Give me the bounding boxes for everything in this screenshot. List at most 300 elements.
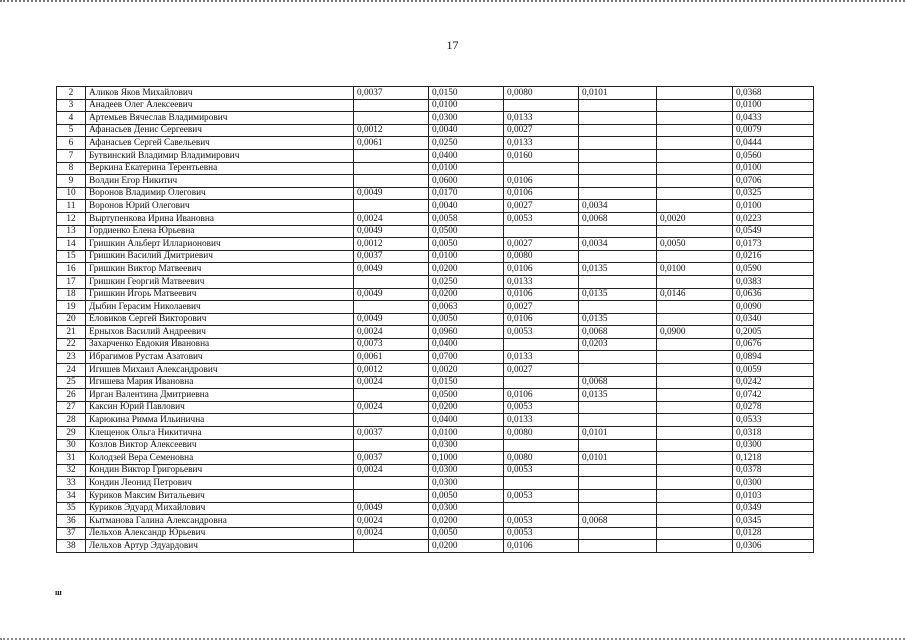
share-col-4-cell [579, 149, 657, 162]
row-number-cell: 31 [57, 452, 86, 465]
row-number-cell: 32 [57, 464, 86, 477]
share-col-5-cell [657, 364, 733, 377]
share-col-2-cell: 0,0058 [429, 212, 504, 225]
share-col-1-cell [354, 99, 429, 112]
share-col-3-cell [504, 162, 579, 175]
table-row [57, 225, 814, 238]
table-row [57, 401, 814, 414]
table-row [57, 527, 814, 540]
table-row [57, 351, 814, 364]
share-col-3-cell [504, 225, 579, 238]
scan-bottom-edge [0, 632, 905, 640]
table-row [57, 364, 814, 377]
share-col-1-cell: 0,0049 [354, 313, 429, 326]
share-col-5-cell [657, 427, 733, 440]
table-row [57, 137, 814, 150]
person-name-cell: Куриков Эдуард Михайлович [86, 502, 354, 515]
share-col-3-cell: 0,0106 [504, 389, 579, 402]
person-name-cell: Бутвинский Владимир Владимирович [86, 149, 354, 162]
row-number-cell: 11 [57, 200, 86, 213]
share-col-3-cell [504, 477, 579, 490]
share-col-4-cell: 0,0135 [579, 389, 657, 402]
share-col-4-cell [579, 439, 657, 452]
share-col-3-cell [504, 439, 579, 452]
person-name-cell: Дыбин Герасим Николаевич [86, 301, 354, 314]
share-col-4-cell [579, 540, 657, 553]
row-number-cell: 24 [57, 364, 86, 377]
share-col-5-cell [657, 376, 733, 389]
total-share-cell: 0,0216 [733, 250, 814, 263]
share-col-1-cell: 0,0049 [354, 225, 429, 238]
share-col-3-cell: 0,0053 [504, 401, 579, 414]
table-row [57, 540, 814, 553]
share-col-5-cell [657, 502, 733, 515]
row-number-cell: 18 [57, 288, 86, 301]
share-col-1-cell [354, 200, 429, 213]
share-col-1-cell: 0,0024 [354, 464, 429, 477]
row-number-cell: 22 [57, 338, 86, 351]
share-col-4-cell: 0,0101 [579, 452, 657, 465]
share-col-5-cell [657, 452, 733, 465]
share-col-1-cell [354, 540, 429, 553]
share-col-2-cell: 0,0500 [429, 389, 504, 402]
share-col-5-cell [657, 99, 733, 112]
table-row [57, 112, 814, 125]
row-number-cell: 37 [57, 527, 86, 540]
share-col-2-cell: 0,0960 [429, 326, 504, 339]
table-row [57, 263, 814, 276]
share-col-3-cell: 0,0053 [504, 515, 579, 528]
share-col-3-cell: 0,0106 [504, 263, 579, 276]
row-number-cell: 20 [57, 313, 86, 326]
share-col-4-cell [579, 490, 657, 503]
share-col-5-cell [657, 149, 733, 162]
person-name-cell: Волдин Егор Никитич [86, 175, 354, 188]
total-share-cell: 0,0742 [733, 389, 814, 402]
share-col-3-cell: 0,0053 [504, 212, 579, 225]
share-col-3-cell: 0,0133 [504, 137, 579, 150]
share-col-3-cell [504, 502, 579, 515]
table-row [57, 338, 814, 351]
share-col-1-cell: 0,0049 [354, 187, 429, 200]
share-col-4-cell [579, 464, 657, 477]
row-number-cell: 4 [57, 112, 86, 125]
person-name-cell: Аликов Яков Михайлович [86, 87, 354, 100]
share-col-4-cell: 0,0135 [579, 288, 657, 301]
person-name-cell: Лельхов Александр Юрьевич [86, 527, 354, 540]
share-col-2-cell: 0,0170 [429, 187, 504, 200]
total-share-cell: 0,0103 [733, 490, 814, 503]
share-col-4-cell [579, 225, 657, 238]
share-col-1-cell: 0,0037 [354, 87, 429, 100]
share-col-3-cell [504, 376, 579, 389]
table-row [57, 376, 814, 389]
person-name-cell: Артемьев Вячеслав Владимирович [86, 112, 354, 125]
share-col-3-cell [504, 99, 579, 112]
row-number-cell: 14 [57, 238, 86, 251]
share-col-3-cell: 0,0080 [504, 427, 579, 440]
person-name-cell: Кытманова Галина Александровна [86, 515, 354, 528]
row-number-cell: 12 [57, 212, 86, 225]
share-col-2-cell: 0,0500 [429, 225, 504, 238]
share-col-1-cell [354, 175, 429, 188]
person-name-cell: Игишева Мария Ивановна [86, 376, 354, 389]
shares-table [56, 86, 814, 553]
share-col-4-cell [579, 364, 657, 377]
share-col-4-cell [579, 162, 657, 175]
share-col-1-cell [354, 477, 429, 490]
share-col-1-cell: 0,0049 [354, 502, 429, 515]
share-col-5-cell [657, 477, 733, 490]
share-col-4-cell: 0,0101 [579, 427, 657, 440]
share-col-1-cell [354, 414, 429, 427]
share-col-3-cell: 0,0080 [504, 87, 579, 100]
share-col-5-cell [657, 540, 733, 553]
share-col-1-cell: 0,0024 [354, 527, 429, 540]
share-col-2-cell: 0,0200 [429, 540, 504, 553]
share-col-1-cell [354, 149, 429, 162]
share-col-2-cell: 0,0040 [429, 200, 504, 213]
table-row [57, 477, 814, 490]
share-col-1-cell: 0,0049 [354, 288, 429, 301]
row-number-cell: 16 [57, 263, 86, 276]
person-name-cell: Ерныхов Василий Андреевич [86, 326, 354, 339]
share-col-3-cell: 0,0133 [504, 275, 579, 288]
share-col-2-cell: 0,0300 [429, 464, 504, 477]
share-col-4-cell: 0,0203 [579, 338, 657, 351]
row-number-cell: 15 [57, 250, 86, 263]
share-col-5-cell [657, 401, 733, 414]
table-row [57, 187, 814, 200]
row-number-cell: 5 [57, 124, 86, 137]
share-col-1-cell: 0,0061 [354, 137, 429, 150]
share-col-2-cell: 0,0020 [429, 364, 504, 377]
table-body [57, 87, 814, 553]
share-col-5-cell [657, 414, 733, 427]
person-name-cell: Выртупенкова Ирина Ивановна [86, 212, 354, 225]
share-col-5-cell: 0,0050 [657, 238, 733, 251]
share-col-3-cell: 0,0027 [504, 200, 579, 213]
row-number-cell: 8 [57, 162, 86, 175]
person-name-cell: Лельхов Артур Эдуардович [86, 540, 354, 553]
share-col-2-cell: 0,0100 [429, 99, 504, 112]
share-col-5-cell [657, 515, 733, 528]
total-share-cell: 0,0549 [733, 225, 814, 238]
person-name-cell: Гришкин Игорь Матвеевич [86, 288, 354, 301]
total-share-cell: 0,0533 [733, 414, 814, 427]
share-col-5-cell [657, 187, 733, 200]
share-col-2-cell: 0,0050 [429, 490, 504, 503]
total-share-cell: 0,0300 [733, 439, 814, 452]
table-row [57, 212, 814, 225]
person-name-cell: Веркина Екатерина Терентьевна [86, 162, 354, 175]
share-col-4-cell [579, 301, 657, 314]
row-number-cell: 17 [57, 275, 86, 288]
person-name-cell: Карюкина Римма Ильинична [86, 414, 354, 427]
total-share-cell: 0,0894 [733, 351, 814, 364]
share-col-2-cell: 0,0200 [429, 401, 504, 414]
share-col-2-cell: 0,0300 [429, 439, 504, 452]
share-col-2-cell: 0,0300 [429, 502, 504, 515]
share-col-2-cell: 0,0100 [429, 427, 504, 440]
share-col-3-cell: 0,0106 [504, 540, 579, 553]
share-col-4-cell [579, 401, 657, 414]
share-col-5-cell [657, 112, 733, 125]
share-col-5-cell [657, 124, 733, 137]
share-col-3-cell: 0,0133 [504, 351, 579, 364]
row-number-cell: 13 [57, 225, 86, 238]
share-col-4-cell: 0,0034 [579, 238, 657, 251]
table-row [57, 175, 814, 188]
share-col-1-cell: 0,0024 [354, 515, 429, 528]
scan-top-edge [0, 0, 905, 8]
share-col-4-cell [579, 502, 657, 515]
share-col-1-cell [354, 112, 429, 125]
share-col-5-cell [657, 87, 733, 100]
table-row [57, 238, 814, 251]
table-row [57, 427, 814, 440]
person-name-cell: Ибрагимов Рустам Азатович [86, 351, 354, 364]
person-name-cell: Афанасьев Денис Сергеевич [86, 124, 354, 137]
total-share-cell: 0,0383 [733, 275, 814, 288]
share-col-2-cell: 0,0400 [429, 414, 504, 427]
share-col-2-cell: 0,0300 [429, 477, 504, 490]
total-share-cell: 0,0278 [733, 401, 814, 414]
share-col-5-cell [657, 351, 733, 364]
share-col-3-cell: 0,0053 [504, 464, 579, 477]
person-name-cell: Гришкин Василий Дмитриевич [86, 250, 354, 263]
row-number-cell: 10 [57, 187, 86, 200]
table-row [57, 502, 814, 515]
table-row [57, 87, 814, 100]
share-col-3-cell: 0,0027 [504, 301, 579, 314]
share-col-1-cell: 0,0012 [354, 238, 429, 251]
share-col-5-cell [657, 527, 733, 540]
share-col-2-cell: 0,0050 [429, 527, 504, 540]
footer-mark: ш [55, 588, 61, 597]
person-name-cell: Воронов Владимир Олегович [86, 187, 354, 200]
share-col-3-cell: 0,0027 [504, 124, 579, 137]
row-number-cell: 38 [57, 540, 86, 553]
row-number-cell: 9 [57, 175, 86, 188]
total-share-cell: 0,0325 [733, 187, 814, 200]
row-number-cell: 27 [57, 401, 86, 414]
share-col-4-cell [579, 250, 657, 263]
person-name-cell: Гришкин Виктор Матвеевич [86, 263, 354, 276]
total-share-cell: 0,2005 [733, 326, 814, 339]
share-col-5-cell [657, 439, 733, 452]
person-name-cell: Гордиенко Елена Юрьевна [86, 225, 354, 238]
total-share-cell: 0,0223 [733, 212, 814, 225]
total-share-cell: 0,0306 [733, 540, 814, 553]
share-col-2-cell: 0,0100 [429, 162, 504, 175]
row-number-cell: 25 [57, 376, 86, 389]
share-col-1-cell [354, 389, 429, 402]
total-share-cell: 0,0100 [733, 200, 814, 213]
table-row [57, 275, 814, 288]
share-col-5-cell: 0,0100 [657, 263, 733, 276]
share-col-1-cell: 0,0024 [354, 401, 429, 414]
share-col-2-cell: 0,0250 [429, 137, 504, 150]
row-number-cell: 28 [57, 414, 86, 427]
total-share-cell: 0,0300 [733, 477, 814, 490]
share-col-1-cell [354, 490, 429, 503]
share-col-2-cell: 0,0250 [429, 275, 504, 288]
share-col-1-cell: 0,0024 [354, 376, 429, 389]
total-share-cell: 0,0590 [733, 263, 814, 276]
share-col-4-cell [579, 414, 657, 427]
table-row [57, 515, 814, 528]
total-share-cell: 0,0368 [733, 87, 814, 100]
share-col-3-cell: 0,0080 [504, 452, 579, 465]
share-col-2-cell: 0,0300 [429, 112, 504, 125]
share-col-5-cell [657, 250, 733, 263]
share-col-3-cell: 0,0160 [504, 149, 579, 162]
total-share-cell: 0,0349 [733, 502, 814, 515]
total-share-cell: 0,0636 [733, 288, 814, 301]
share-col-3-cell: 0,0106 [504, 175, 579, 188]
share-col-2-cell: 0,0050 [429, 238, 504, 251]
table-row [57, 414, 814, 427]
share-col-1-cell: 0,0024 [354, 326, 429, 339]
share-col-2-cell: 0,0400 [429, 338, 504, 351]
share-col-5-cell [657, 490, 733, 503]
share-col-5-cell: 0,0900 [657, 326, 733, 339]
share-col-5-cell [657, 162, 733, 175]
total-share-cell: 0,0318 [733, 427, 814, 440]
share-col-4-cell [579, 275, 657, 288]
share-col-1-cell [354, 275, 429, 288]
share-col-5-cell [657, 301, 733, 314]
total-share-cell: 0,0128 [733, 527, 814, 540]
person-name-cell: Еловиков Сергей Викторович [86, 313, 354, 326]
share-col-3-cell: 0,0053 [504, 490, 579, 503]
share-col-1-cell: 0,0037 [354, 250, 429, 263]
share-col-2-cell: 0,0100 [429, 250, 504, 263]
share-col-1-cell: 0,0049 [354, 263, 429, 276]
share-col-2-cell: 0,0200 [429, 515, 504, 528]
share-col-2-cell: 0,0150 [429, 87, 504, 100]
share-col-4-cell: 0,0068 [579, 515, 657, 528]
row-number-cell: 35 [57, 502, 86, 515]
share-col-5-cell [657, 225, 733, 238]
total-share-cell: 0,0100 [733, 162, 814, 175]
share-col-4-cell [579, 99, 657, 112]
share-col-3-cell: 0,0053 [504, 527, 579, 540]
total-share-cell: 0,0173 [733, 238, 814, 251]
share-col-4-cell: 0,0135 [579, 263, 657, 276]
total-share-cell: 0,0100 [733, 99, 814, 112]
person-name-cell: Гришкин Георгий Матвеевич [86, 275, 354, 288]
table-row [57, 313, 814, 326]
share-col-2-cell: 0,0200 [429, 263, 504, 276]
share-col-1-cell: 0,0024 [354, 212, 429, 225]
total-share-cell: 0,0378 [733, 464, 814, 477]
share-col-3-cell: 0,0133 [504, 414, 579, 427]
table-row [57, 250, 814, 263]
share-col-4-cell [579, 187, 657, 200]
share-col-4-cell: 0,0068 [579, 376, 657, 389]
person-name-cell: Колодзей Вера Семеновна [86, 452, 354, 465]
share-col-3-cell [504, 338, 579, 351]
person-name-cell: Воронов Юрий Олегович [86, 200, 354, 213]
share-col-1-cell [354, 301, 429, 314]
total-share-cell: 0,0242 [733, 376, 814, 389]
share-col-3-cell: 0,0106 [504, 288, 579, 301]
table-row [57, 490, 814, 503]
share-col-4-cell [579, 527, 657, 540]
share-col-2-cell: 0,1000 [429, 452, 504, 465]
person-name-cell: Афанасьев Сергей Савельевич [86, 137, 354, 150]
row-number-cell: 36 [57, 515, 86, 528]
total-share-cell: 0,0079 [733, 124, 814, 137]
share-col-4-cell [579, 124, 657, 137]
person-name-cell: Клещенок Ольга Никитична [86, 427, 354, 440]
table-row [57, 301, 814, 314]
row-number-cell: 6 [57, 137, 86, 150]
person-name-cell: Кондин Виктор Григорьевич [86, 464, 354, 477]
person-name-cell: Каксин Юрий Павлович [86, 401, 354, 414]
share-col-5-cell: 0,0146 [657, 288, 733, 301]
total-share-cell: 0,0059 [733, 364, 814, 377]
share-col-4-cell [579, 175, 657, 188]
share-col-2-cell: 0,0600 [429, 175, 504, 188]
row-number-cell: 30 [57, 439, 86, 452]
share-col-3-cell: 0,0106 [504, 313, 579, 326]
table-row [57, 464, 814, 477]
row-number-cell: 7 [57, 149, 86, 162]
share-col-3-cell: 0,0080 [504, 250, 579, 263]
share-col-4-cell: 0,0135 [579, 313, 657, 326]
row-number-cell: 34 [57, 490, 86, 503]
share-col-1-cell [354, 439, 429, 452]
table-row [57, 200, 814, 213]
share-col-4-cell [579, 351, 657, 364]
share-col-2-cell: 0,0040 [429, 124, 504, 137]
share-col-2-cell: 0,0063 [429, 301, 504, 314]
share-col-1-cell: 0,0012 [354, 124, 429, 137]
total-share-cell: 0,0444 [733, 137, 814, 150]
person-name-cell: Куриков Максим Витальевич [86, 490, 354, 503]
share-col-3-cell: 0,0106 [504, 187, 579, 200]
share-col-1-cell: 0,0073 [354, 338, 429, 351]
total-share-cell: 0,0340 [733, 313, 814, 326]
person-name-cell: Анадеев Олег Алексеевич [86, 99, 354, 112]
person-name-cell: Гришкин Альберт Илларионович [86, 238, 354, 251]
row-number-cell: 33 [57, 477, 86, 490]
share-col-1-cell: 0,0061 [354, 351, 429, 364]
share-col-2-cell: 0,0400 [429, 149, 504, 162]
share-col-4-cell: 0,0101 [579, 87, 657, 100]
person-name-cell: Игишев Михаил Александрович [86, 364, 354, 377]
share-col-5-cell [657, 464, 733, 477]
person-name-cell: Козлов Виктор Алексеевич [86, 439, 354, 452]
table-row [57, 389, 814, 402]
total-share-cell: 0,1218 [733, 452, 814, 465]
share-col-4-cell: 0,0068 [579, 326, 657, 339]
table-row [57, 452, 814, 465]
share-col-4-cell: 0,0034 [579, 200, 657, 213]
share-col-1-cell: 0,0037 [354, 427, 429, 440]
share-col-2-cell: 0,0050 [429, 313, 504, 326]
page-number: 17 [446, 38, 459, 52]
row-number-cell: 23 [57, 351, 86, 364]
total-share-cell: 0,0560 [733, 149, 814, 162]
share-col-3-cell: 0,0053 [504, 326, 579, 339]
share-col-5-cell [657, 137, 733, 150]
share-col-5-cell [657, 175, 733, 188]
share-col-5-cell [657, 389, 733, 402]
